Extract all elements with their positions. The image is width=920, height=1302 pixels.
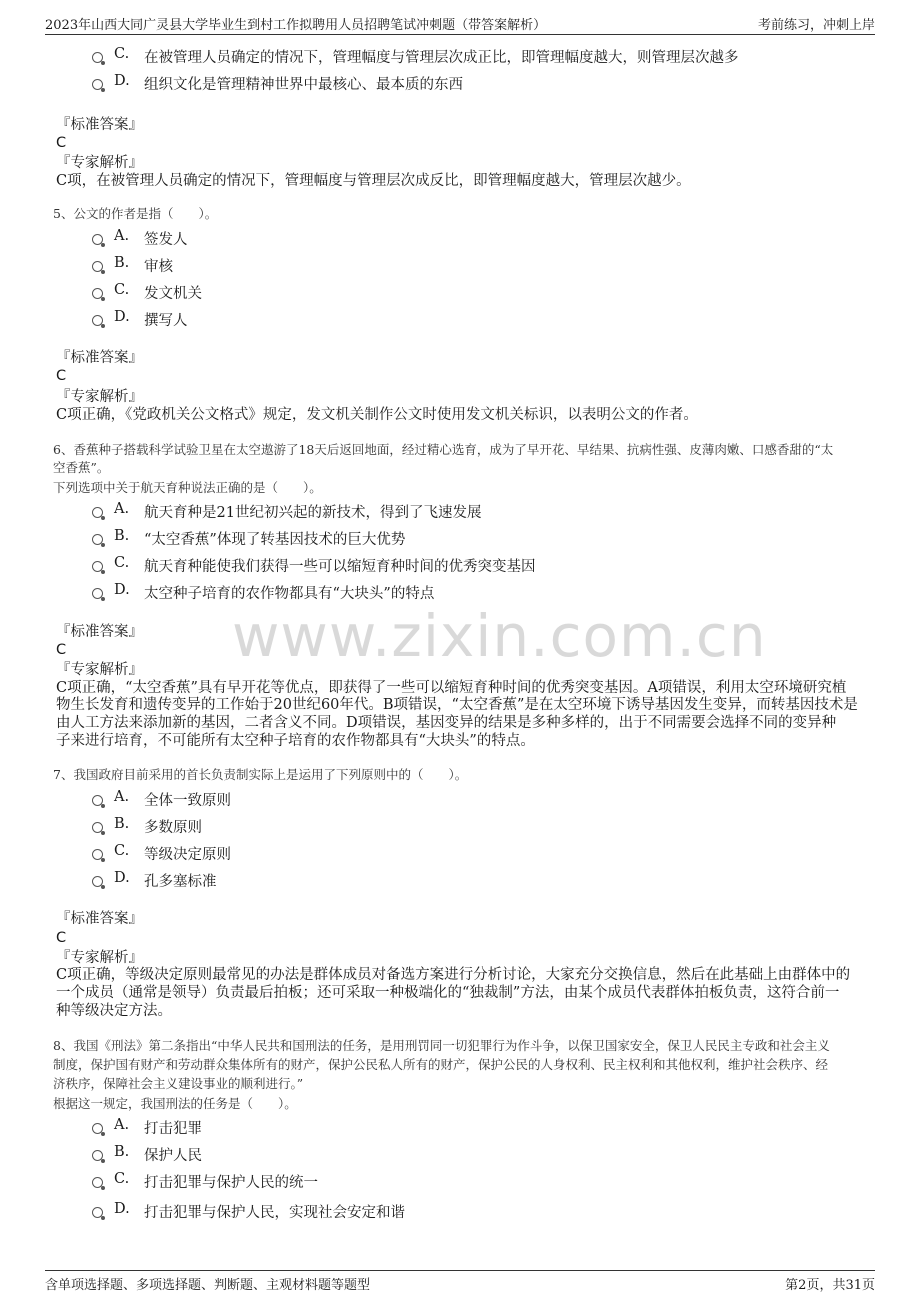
q5-standard-answer-label: 『标准答案』 bbox=[56, 350, 143, 366]
q7-expert-analysis-label: 『专家解析』 bbox=[56, 950, 143, 966]
radio-icon[interactable] bbox=[92, 876, 103, 887]
q6-answer: C bbox=[56, 642, 67, 658]
page-header bbox=[45, 12, 875, 35]
radio-icon[interactable] bbox=[92, 1177, 103, 1188]
radio-icon[interactable] bbox=[92, 315, 103, 326]
radio-icon[interactable] bbox=[92, 507, 103, 518]
q8-stem-line-4: 根据这一规定，我国刑法的任务是（ ）。 bbox=[53, 1096, 297, 1111]
q6-stem-line-2: 空香蕉”。 bbox=[53, 460, 110, 475]
q7-analysis-line-3: 种等级决定方法。 bbox=[56, 1003, 172, 1019]
document-title: 2023年山西大同广灵县大学毕业生到村工作拟聘用人员招聘笔试冲刺题（带答案解析） bbox=[45, 18, 547, 33]
q6-analysis-line-4: 子来进行培育，不可能所有太空种子培育的农作物都具有“大块头”的特点。 bbox=[56, 733, 535, 749]
q8-stem-line-3: 济秩序，保障社会主义建设事业的顺利进行。” bbox=[53, 1076, 304, 1091]
radio-icon[interactable] bbox=[92, 588, 103, 599]
radio-icon[interactable] bbox=[92, 1207, 103, 1218]
page-footer bbox=[45, 1270, 875, 1293]
q7-stem: 7、我国政府目前采用的首长负责制实际上是运用了下列原则中的（ ）。 bbox=[53, 767, 468, 782]
q4-analysis: C项，在被管理人员确定的情况下，管理幅度与管理层次成反比，即管理幅度越大，管理层次越少。 bbox=[56, 173, 691, 189]
radio-icon[interactable] bbox=[92, 534, 103, 545]
q6-stem-line-3: 下列选项中关于航天育种说法正确的是（ ）。 bbox=[53, 480, 322, 495]
q5-stem: 5、公文的作者是指（ ）。 bbox=[53, 206, 218, 221]
q4-expert-analysis-label: 『专家解析』 bbox=[56, 155, 143, 171]
q6-stem-line-1: 6、香蕉种子搭载科学试验卫星在太空遨游了18天后返回地面，经过精心选育，成为了早开花、早结果、抗病性强、皮薄肉嫩、口感香甜的“太 bbox=[53, 442, 834, 457]
q5-answer: C bbox=[56, 368, 67, 384]
q6-expert-analysis-label: 『专家解析』 bbox=[56, 662, 143, 678]
q7-analysis-line-2: 一个成员（通常是领导）负责最后拍板；还可采取一种极端化的“独裁制”方法，由某个成员代表群体拍板负责，这符合前一 bbox=[56, 985, 840, 1001]
radio-icon[interactable] bbox=[92, 288, 103, 299]
radio-icon[interactable] bbox=[92, 795, 103, 806]
radio-icon[interactable] bbox=[92, 1150, 103, 1161]
q7-standard-answer-label: 『标准答案』 bbox=[56, 911, 143, 927]
q6-analysis-line-3: 由人工方法来添加新的基因，二者含义不同。D项错误，基因变异的结果是多种多样的，出于不同需要会选择不同的变异种 bbox=[56, 715, 837, 731]
q5-expert-analysis-label: 『专家解析』 bbox=[56, 389, 143, 405]
radio-icon[interactable] bbox=[92, 561, 103, 572]
q8-stem-line-2: 制度，保护国有财产和劳动群众集体所有的财产，保护公民私人所有的财产，保护公民的人身权利、民主权利和其他权利，维护社会秩序、经 bbox=[53, 1057, 829, 1072]
radio-icon[interactable] bbox=[92, 849, 103, 860]
radio-icon[interactable] bbox=[92, 822, 103, 833]
q8-stem-line-1: 8、我国《刑法》第二条指出“中华人民共和国刑法的任务，是用刑罚同一切犯罪行为作斗争，以保卫国家安全，保卫人民民主专政和社会主义 bbox=[53, 1038, 830, 1053]
header-tagline: 考前练习，冲刺上岸 bbox=[757, 18, 875, 33]
q7-answer: C bbox=[56, 930, 67, 946]
radio-icon[interactable] bbox=[92, 52, 103, 63]
q6-standard-answer-label: 『标准答案』 bbox=[56, 624, 143, 640]
radio-icon[interactable] bbox=[92, 234, 103, 245]
q7-analysis-line-1: C项正确，等级决定原则最常见的办法是群体成员对备选方案进行分析讨论，大家充分交换信息，然后在此基础上由群体中的 bbox=[56, 967, 851, 983]
radio-icon[interactable] bbox=[92, 261, 103, 272]
question-types: 含单项选择题、多项选择题、判断题、主观材料题等题型 bbox=[45, 1278, 371, 1293]
q4-standard-answer-label: 『标准答案』 bbox=[56, 117, 143, 133]
q6-analysis-line-1: C项正确，“太空香蕉”具有早开花等优点，即获得了一些可以缩短育种时间的优秀突变基因。A项错误，利用太空环境研究植 bbox=[56, 680, 847, 696]
q6-analysis-line-2: 物生长发育和遗传变异的工作始于20世纪60年代。B项错误，“太空香蕉”是在太空环境下诱导基因发生变异，而转基因技术是 bbox=[56, 697, 858, 713]
radio-icon[interactable] bbox=[92, 1123, 103, 1134]
watermark: www.zixin.com.cn bbox=[232, 602, 767, 670]
q5-analysis: C项正确，《党政机关公文格式》规定，发文机关制作公文时使用发文机关标识，以表明公文的作者。 bbox=[56, 407, 698, 423]
page-number: 第2页，共31页 bbox=[785, 1278, 875, 1293]
radio-icon[interactable] bbox=[92, 79, 103, 90]
q4-answer: C bbox=[56, 135, 67, 151]
